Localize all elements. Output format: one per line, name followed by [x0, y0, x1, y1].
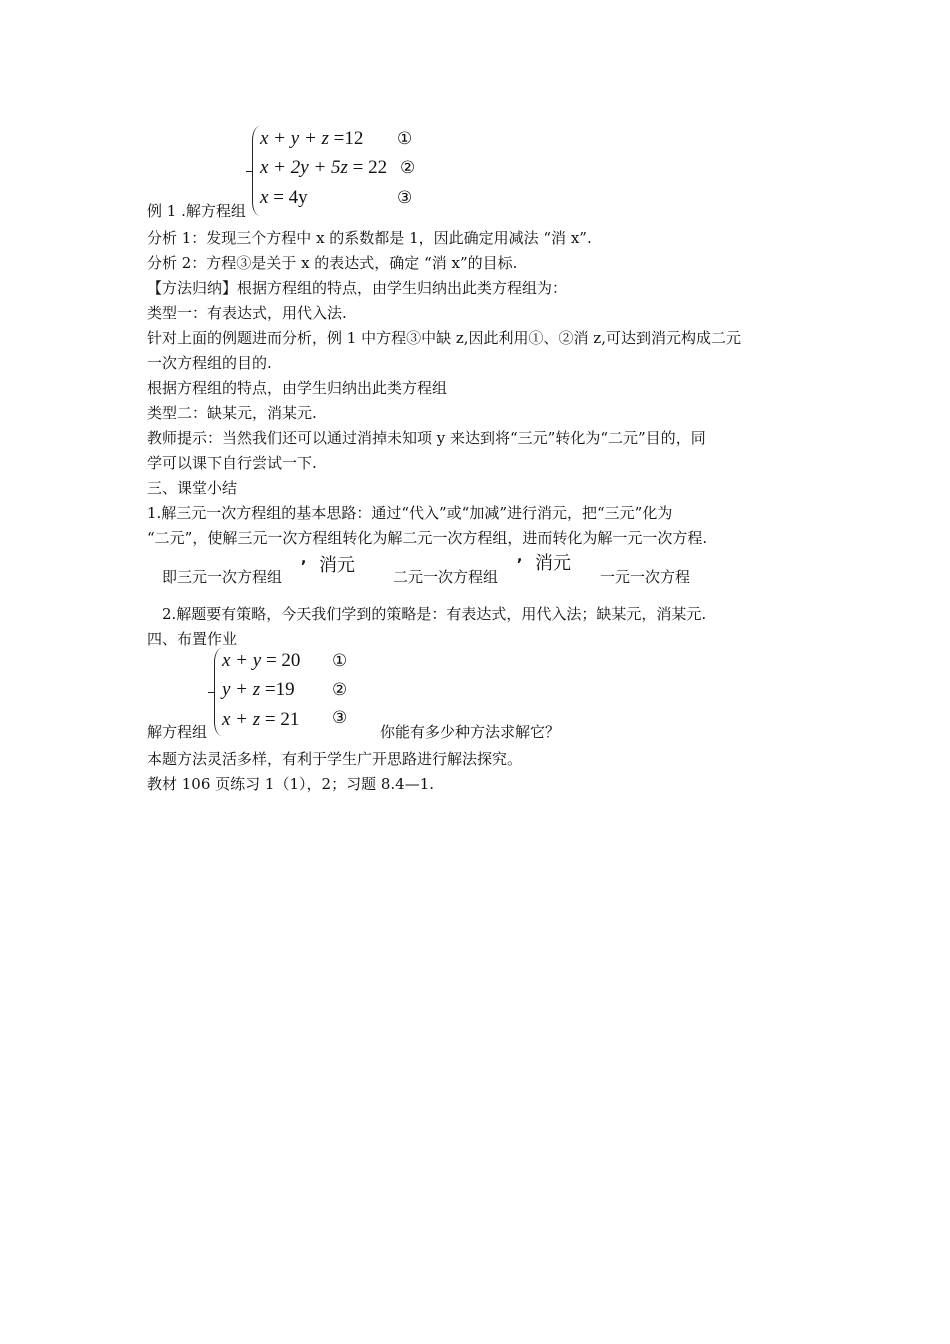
equation-3: x = 4y: [260, 187, 308, 208]
flow-arrow-1-label: 消元: [319, 555, 355, 576]
teacher-hint-line-2: 学可以课下自行尝试一下.: [147, 454, 317, 472]
homework-label: 解方程组: [147, 723, 208, 741]
method-summary: 【方法归纳】根据方程组的特点，由学生归纳出此类方程组为：: [147, 279, 568, 297]
homework-equation-system: [214, 648, 364, 736]
method-note: 本题方法灵活多样，有利于学生广开思路进行解法探究。: [147, 750, 523, 768]
flow-arrow-2-tick: ,: [517, 549, 523, 565]
analysis-2: 分析 2：方程③是关于 x 的表达式，确定 “消 x”的目标.: [147, 254, 518, 272]
flow-end: 一元一次方程: [600, 568, 691, 586]
homework-equation-2: y + z =19: [222, 679, 295, 700]
teacher-hint-line-1: 教师提示：当然我们还可以通过消掉未知项 y 来达到将“三元”转化为“二元”目的，同: [147, 429, 706, 447]
point-one-line-1: 1.解三元一次方程组的基本思路：通过“代入”或“加减”进行消元，把“三元”化为: [147, 504, 673, 522]
homework-equation-3-marker: ③: [332, 708, 348, 728]
further-analysis-line-1: 针对上面的例题进而分析，例 1 中方程③中缺 z,因此利用①、②消 z,可达到消元构成二元: [147, 329, 741, 347]
equation-1: x + y + z =12: [260, 128, 364, 149]
example1-label: 例 1 .解方程组: [147, 202, 246, 220]
textbook-assignment: 教材 106 页练习 1（1），2；习题 8.4—1.: [147, 775, 435, 793]
type-two: 类型二：缺某元，消某元.: [147, 404, 317, 422]
brace-tip: [246, 171, 252, 172]
homework-equation-2-marker: ②: [332, 680, 348, 700]
analysis-1: 分析 1：发现三个方程中 x 的系数都是 1，因此确定用减法 “消 x”.: [147, 229, 592, 247]
equation-2: x + 2y + 5z = 22: [260, 157, 388, 178]
equation-1-marker: ①: [397, 129, 413, 149]
section-three-heading: 三、课堂小结: [147, 479, 238, 497]
type-one: 类型一：有表达式，用代入法.: [147, 304, 347, 322]
equation-2-marker: ②: [400, 158, 416, 178]
section-four-heading: 四、布置作业: [147, 630, 238, 648]
flow-arrow-1-tick: ,: [301, 551, 307, 567]
point-two: 2.解题要有策略，今天我们学到的策略是：有表达式，用代入法；缺某元，消某元.: [162, 605, 707, 623]
flow-middle: 二元一次方程组: [393, 568, 499, 586]
homework-question: 你能有多少种方法求解它？: [380, 723, 561, 741]
further-analysis-line-2: 一次方程组的目的.: [147, 354, 272, 372]
flow-arrow-2-label: 消元: [535, 553, 571, 574]
brace-tip: [208, 692, 214, 693]
summary-line: 根据方程组的特点，由学生归纳出此类方程组: [147, 379, 448, 397]
equation-3-marker: ③: [397, 188, 413, 208]
homework-equation-1-marker: ①: [332, 651, 348, 671]
example1-equation-system: [252, 126, 432, 216]
point-one-line-2: “二元”，使解三元一次方程组转化为解二元一次方程组，进而转化为解一元一次方程.: [147, 529, 708, 547]
flow-start: 即三元一次方程组: [162, 568, 283, 586]
homework-equation-3: x + z = 21: [222, 709, 300, 730]
homework-equation-1: x + y = 20: [222, 650, 301, 671]
